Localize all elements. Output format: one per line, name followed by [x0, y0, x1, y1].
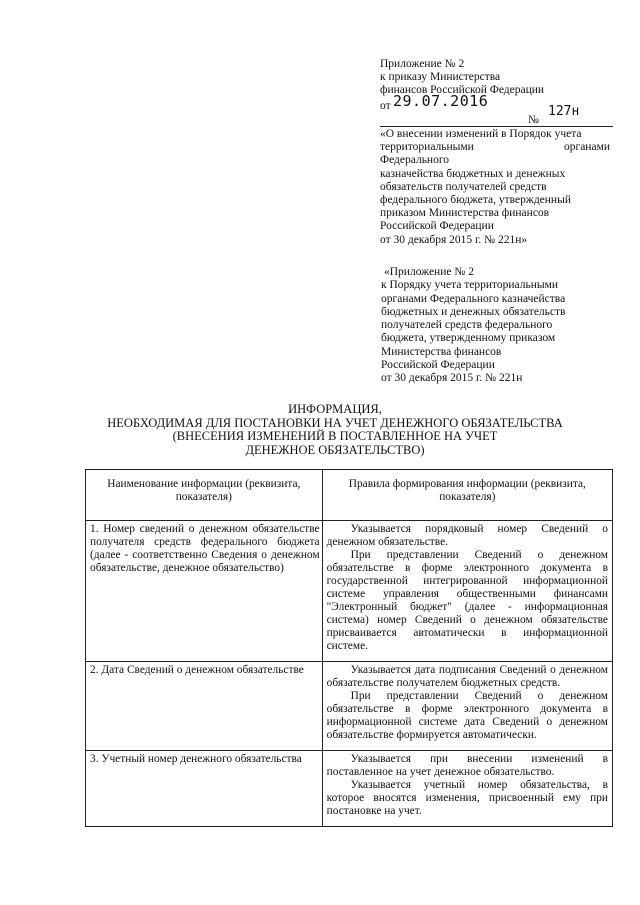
header-cell-name: Наименование информации (реквизита, показателя) — [86, 470, 323, 521]
appendix2-line: получателей средств федерального — [381, 319, 553, 332]
amendment-line: обязательств получателей средств — [380, 180, 547, 193]
appendix2-line: бюджетных и денежных обязательств — [381, 305, 566, 318]
rule-paragraph: Указывается при внесении изменений в поставленное на учет денежное обязательство. — [326, 753, 608, 778]
order-date-number — [380, 92, 610, 127]
appendix2-line: от 30 декабря 2015 г. № 221н — [381, 372, 523, 385]
rule-paragraph: При представлении Сведений о денежном обязательстве в форме электронного документа в государственной интегрированной информационной системе управления общественными финансами "Электронный бюджет" (далее - информационная система) номер Сведений о денежном обязательстве присваивается автоматически в информационной системе. — [326, 549, 608, 652]
number-prefix: № — [528, 114, 539, 126]
appendix2-line: Российской Федерации — [381, 359, 495, 372]
amendment-line: казначейства бюджетных и денежных — [380, 167, 566, 180]
table-header-row — [86, 470, 613, 521]
row-rule-cell — [322, 521, 612, 662]
rule-paragraph: Указывается порядковый номер Сведений о денежном обязательстве. — [326, 523, 608, 548]
amendment-word: территориальными — [380, 141, 474, 154]
date-prefix: от — [380, 100, 391, 112]
row-name-cell — [86, 521, 323, 662]
row-rule-cell — [322, 751, 612, 827]
document-title — [90, 403, 580, 457]
amendment-line: Федерального — [380, 154, 450, 167]
row-name-cell — [86, 751, 323, 827]
title-line: ДЕНЕЖНОЕ ОБЯЗАТЕЛЬСТВО) — [245, 442, 425, 457]
table-row — [86, 751, 613, 827]
underline — [380, 126, 613, 127]
order-date: 29.07.2016 — [393, 92, 489, 110]
amendment-line: федерального бюджета, утвержденный — [380, 194, 571, 207]
amendment-line-split — [380, 141, 610, 154]
title-line: ИНФОРМАЦИЯ, — [288, 402, 382, 416]
amendment-line: «О внесении изменений в Порядок учета — [380, 128, 582, 140]
row-name-cell — [86, 662, 323, 751]
row-name-text: 3. Учетный номер денежного обязательства — [90, 753, 302, 765]
title-line: НЕОБХОДИМАЯ ДЛЯ ПОСТАНОВКИ НА УЧЕТ ДЕНЕЖНОГО ОБЯЗАТЕЛЬСТВА — [107, 415, 563, 430]
appendix-line: к приказу Министерства — [380, 71, 501, 83]
appendix2-line: «Приложение № 2 — [384, 266, 474, 278]
header-cell-rules: Правила формирования информации (реквизита, показателя) — [322, 470, 612, 521]
appendix-header-2 — [381, 266, 611, 386]
order-number: 127н — [548, 104, 580, 119]
rule-paragraph: Указывается дата подписания Сведений о денежном обязательстве получателем бюджетных средств. — [326, 664, 608, 689]
appendix-line: финансов Российской Федерации — [380, 84, 545, 96]
row-name-text: 1. Номер сведений о денежном обязательстве получателя средств федерального бюджета (далее - соответственно Сведения о денежном обязательстве, денежное обязательство) — [90, 523, 320, 574]
table-row — [86, 662, 613, 751]
appendix2-line: бюджета, утвержденному приказом — [381, 332, 556, 345]
appendix2-line: органами Федерального казначейства — [381, 292, 566, 305]
amendment-line: приказом Министерства финансов — [380, 207, 550, 220]
amendment-line: Российской Федерации — [380, 220, 494, 233]
amendment-line: от 30 декабря 2015 г. № 221н» — [380, 233, 528, 246]
appendix-header — [380, 58, 610, 127]
table-row — [86, 521, 613, 662]
rule-paragraph: При представлении Сведений о денежном обязательстве в форме электронного документа в информационной системе дата Сведений о денежном обязательстве формируется автоматически. — [326, 690, 608, 741]
amendment-title — [380, 128, 610, 247]
info-table — [85, 469, 613, 827]
amendment-word: органами — [563, 141, 610, 154]
row-name-text: 2. Дата Сведений о денежном обязательстве — [90, 664, 304, 676]
appendix2-line: Министерства финансов — [381, 345, 502, 358]
title-line: (ВНЕСЕНИЯ ИЗМЕНЕНИЙ В ПОСТАВЛЕННОЕ НА УЧЕТ — [172, 429, 498, 444]
rule-paragraph: Указывается учетный номер обязательства, в которое вносятся изменения, присвоенный ему при постановке на учет. — [326, 779, 608, 817]
appendix-line: Приложение № 2 — [380, 58, 465, 70]
appendix2-line: к Порядку учета территориальными — [381, 279, 559, 292]
row-rule-cell — [322, 662, 612, 751]
